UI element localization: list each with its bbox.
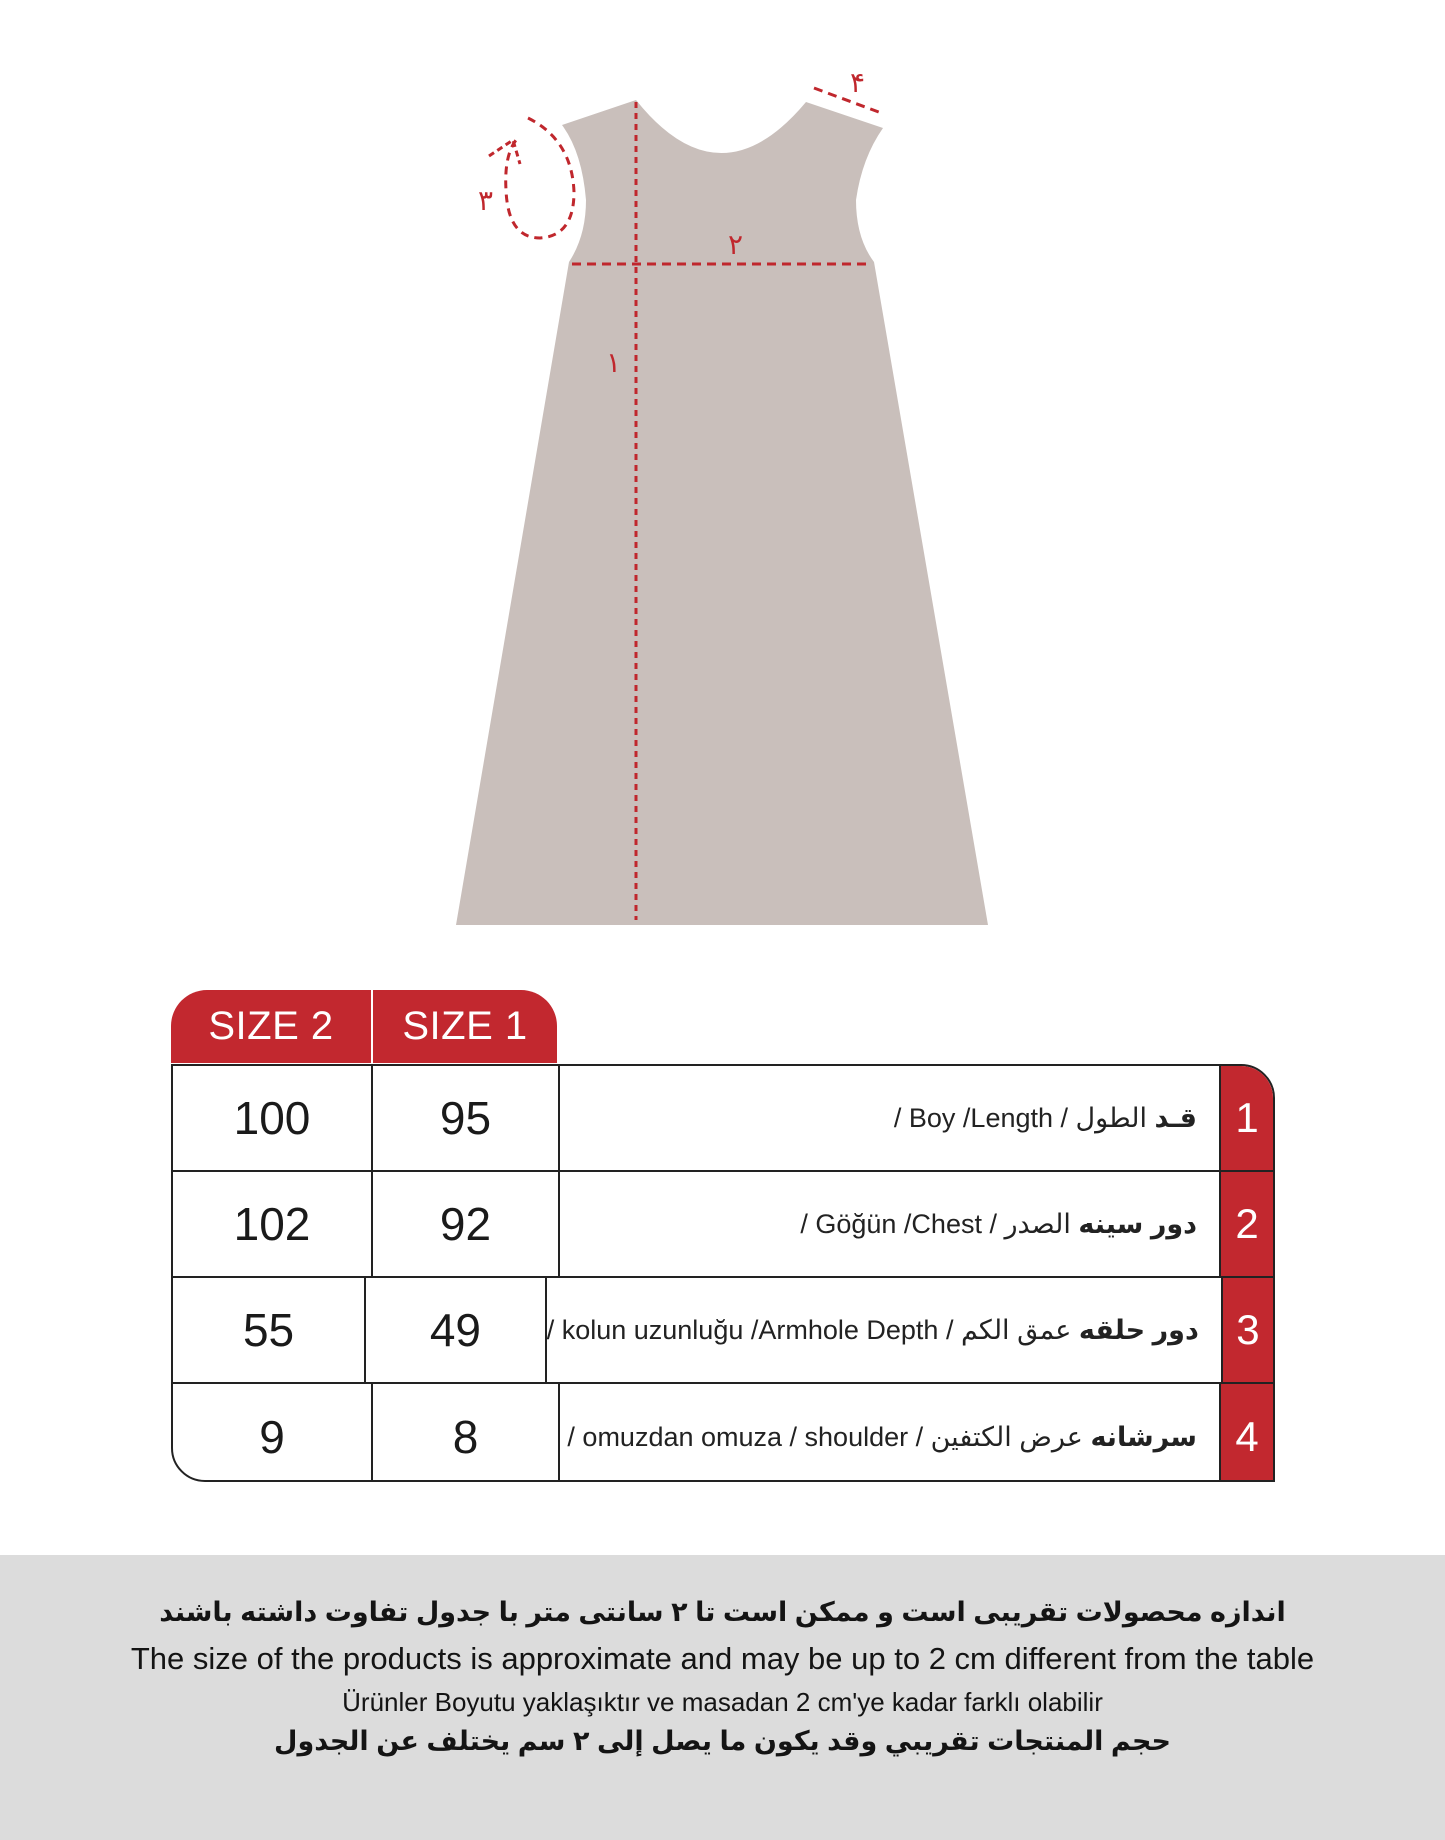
size2-value: 100 xyxy=(173,1066,373,1170)
size2-value: 9 xyxy=(173,1384,373,1482)
measurement-fa: سرشانه xyxy=(1090,1421,1197,1452)
size-1-header: SIZE 1 xyxy=(371,990,557,1063)
disclaimer-band xyxy=(0,1555,1445,1840)
measurement-label xyxy=(560,1384,1219,1482)
table-row-chest xyxy=(173,1172,1273,1278)
table-row-shoulder xyxy=(173,1384,1273,1482)
measurement-fa: دور سینه xyxy=(1078,1208,1197,1239)
row-number: 1 xyxy=(1219,1066,1273,1170)
measurement-label xyxy=(560,1172,1219,1276)
size2-value: 55 xyxy=(173,1278,366,1382)
measurement-desc: / Boy /Length / الطول xyxy=(893,1102,1147,1133)
row-number: 2 xyxy=(1219,1172,1273,1276)
row-number: 3 xyxy=(1221,1278,1273,1382)
armhole-measure-loop xyxy=(506,118,574,238)
size2-value: 102 xyxy=(173,1172,373,1276)
size-header xyxy=(171,990,557,1063)
size1-value: 92 xyxy=(373,1172,560,1276)
size1-value: 95 xyxy=(373,1066,560,1170)
label-shoulder: ۴ xyxy=(850,66,866,99)
label-armhole: ٣ xyxy=(478,184,494,217)
table-row-length xyxy=(173,1066,1273,1172)
label-length: ١ xyxy=(606,346,622,379)
table-row-armhole xyxy=(173,1278,1273,1384)
row-number: 4 xyxy=(1219,1384,1273,1482)
dress-silhouette xyxy=(456,100,988,925)
disclaimer-turkish: Ürünler Boyutu yaklaşıktır ve masadan 2 cm'ye kadar farklı olabilir xyxy=(342,1687,1103,1717)
measurement-desc: / kolun uzunluğu /Armhole Depth / عمق الكم xyxy=(546,1314,1072,1345)
armhole-arrow-icon xyxy=(489,140,520,164)
label-chest: ٢ xyxy=(728,228,744,261)
disclaimer-arabic: حجم المنتجات تقريبي وقد يكون ما يصل إلى ٢ سم يختلف عن الجدول xyxy=(274,1726,1171,1756)
size-2-header: SIZE 2 xyxy=(208,1004,334,1048)
size1-value: 8 xyxy=(373,1384,560,1482)
disclaimer-persian: اندازه محصولات تقریبی است و ممکن است تا ۲ سانتی متر با جدول تفاوت داشته باشند xyxy=(159,1597,1286,1627)
disclaimer-english: The size of the products is approximate and may be up to 2 cm different from the table xyxy=(130,1641,1315,1676)
measurement-fa: قـد xyxy=(1154,1102,1197,1133)
measurement-desc: / omuzdan omuza / shoulder / عرض الكتفين xyxy=(567,1421,1083,1452)
measurement-label xyxy=(547,1278,1221,1382)
size1-value: 49 xyxy=(366,1278,547,1382)
measurement-label xyxy=(560,1066,1219,1170)
measurement-desc: / Göğün /Chest / الصدر xyxy=(800,1208,1071,1239)
measurement-fa: دور حلقه xyxy=(1078,1314,1199,1345)
size-table xyxy=(171,1064,1275,1482)
